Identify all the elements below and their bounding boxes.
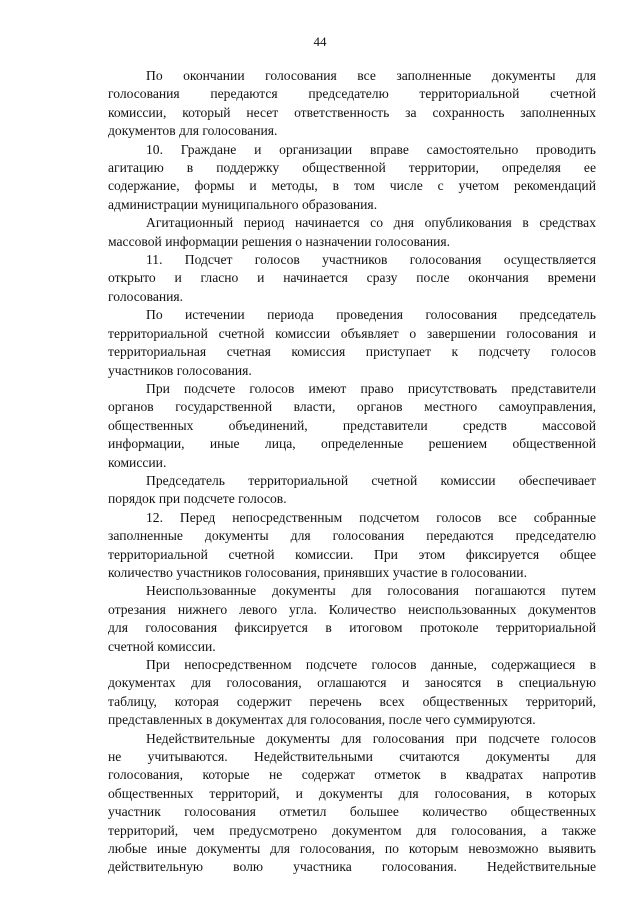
text-line: агитацию в поддержку общественной территории, определяя ее <box>108 160 596 176</box>
paragraph <box>108 656 596 730</box>
text-line: участник голосования отметил большее количество общественных <box>108 804 596 820</box>
text-line: По окончании голосования все заполненные документы для <box>146 68 596 83</box>
paragraph <box>108 472 596 509</box>
text-line: 12. Перед непосредственным подсчетом голосов все собранные <box>146 509 596 525</box>
text-line: При подсчете голосов имеют право присутствовать представители <box>146 380 596 396</box>
paragraph <box>108 380 596 472</box>
text-line: участников голосования. <box>108 362 252 378</box>
text-line: не учитываются. Недействительными считаются документы для <box>108 749 596 765</box>
text-line: счетной комиссии. <box>108 638 216 654</box>
text-line: отрезания нижнего левого угла. Количество неиспользованных документов <box>108 601 596 617</box>
paragraph <box>108 306 596 380</box>
paragraph <box>108 251 596 306</box>
text-line: территорий, чем предусмотрено документом для голосования, а также <box>108 822 596 838</box>
text-line: общественных территорий, и документы для голосования, в которых <box>108 785 596 801</box>
text-line: документов для голосования. <box>108 123 278 139</box>
text-line: Неиспользованные документы для голосования погашаются путем <box>146 583 596 599</box>
text-line: общественных объединений, представители средств массовой <box>108 417 596 433</box>
text-line: информации, иные лица, определенные решением общественной <box>108 436 596 452</box>
text-line: представленных в документах для голосования, после чего суммируются. <box>108 712 536 728</box>
text-line: таблицу, которая содержит перечень всех общественных территорий, <box>108 693 596 709</box>
text-line: голосования передаются председателю территориальной счетной <box>108 86 596 102</box>
paragraph <box>108 582 596 656</box>
text-line: территориальная счетная комиссия приступает к подсчету голосов <box>108 344 596 360</box>
text-line: содержание, формы и методы, в том числе с учетом рекомендаций <box>108 178 596 194</box>
text-line: голосования, которые не содержат отметок в квадратах напротив <box>108 767 596 783</box>
text-line: открыто и гласно и начинается сразу после окончания времени <box>108 270 596 286</box>
text-line: По истечении периода проведения голосования председатель <box>146 307 596 323</box>
text-line: заполненные документы для голосования передаются председателю <box>108 528 596 544</box>
text-line: 10. Граждане и организации вправе самостоятельно проводить <box>146 141 596 157</box>
text-line: для голосования фиксируется в итоговом протоколе территориальной <box>108 620 596 636</box>
paragraph <box>108 141 596 215</box>
paragraph <box>108 730 596 877</box>
text-line: любые иные документы для голосования, по которым невозможно выявить <box>108 841 596 857</box>
text-line: комиссии. <box>108 454 167 470</box>
text-line: органов государственной власти, органов местного самоуправления, <box>108 399 596 415</box>
paragraph <box>108 214 596 251</box>
paragraph <box>108 67 596 141</box>
text-line: администрации муниципального образования. <box>108 196 378 212</box>
text-line: Председатель территориальной счетной комиссии обеспечивает <box>146 472 596 488</box>
text-line: документах для голосования, оглашаются и заносятся в специальную <box>108 675 596 691</box>
paragraph <box>108 509 596 583</box>
text-line: количество участников голосования, принявших участие в голосовании. <box>108 564 527 580</box>
text-line: территориальной счетной комиссии. При этом фиксируется общее <box>108 546 596 562</box>
text-line: При непосредственном подсчете голосов данные, содержащиеся в <box>146 657 596 672</box>
text-line: массовой информации решения о назначении голосования. <box>108 233 451 249</box>
text-line: действительную волю участника голосования. Недействительные <box>108 859 596 875</box>
text-line: порядок при подсчете голосов. <box>108 491 287 507</box>
text-line: территориальной счетной комиссии объявляет о завершении голосования и <box>108 325 596 341</box>
text-line: голосования. <box>108 288 184 304</box>
text-line: комиссии, который несет ответственность за сохранность заполненных <box>108 104 596 120</box>
page-number: 44 <box>313 34 327 49</box>
document-body <box>108 67 596 877</box>
text-line: Агитационный период начинается со дня опубликования в средствах <box>146 215 596 231</box>
text-line: Недействительные документы для голосования при подсчете голосов <box>146 730 596 746</box>
text-line: 11. Подсчет голосов участников голосования осуществляется <box>146 252 596 268</box>
